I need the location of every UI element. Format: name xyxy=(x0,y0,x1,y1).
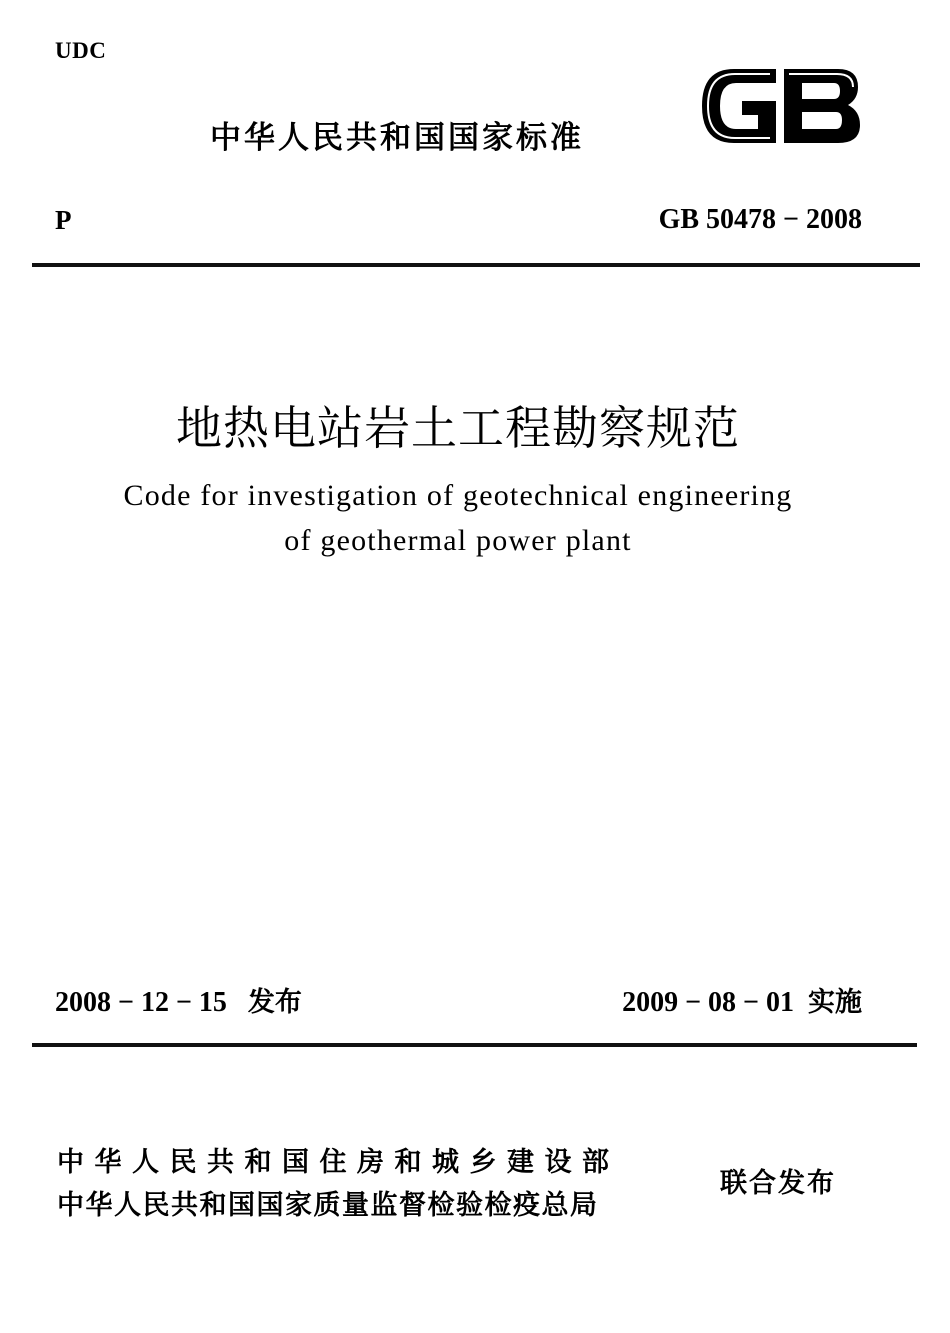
gb-logo xyxy=(698,63,863,149)
issue-date: 2008 − 12 − 15 xyxy=(55,987,227,1018)
issue-label: 发布 xyxy=(247,987,302,1018)
issue-date-block xyxy=(55,980,302,1019)
title-english-line1: Code for investigation of geotechnical engineering xyxy=(123,479,793,512)
standard-number: GB 50478 − 2008 xyxy=(658,204,862,235)
bottom-divider xyxy=(32,1043,917,1047)
effective-label: 实施 xyxy=(808,987,862,1018)
udc-label: UDC xyxy=(55,38,107,63)
effective-date: 2009 − 08 − 01 xyxy=(622,987,794,1018)
publisher-line2: 中华人民共和国国家质量监督检验检疫总局 xyxy=(57,1190,599,1221)
title-english-line2: of geothermal power plant xyxy=(284,524,632,557)
standard-type-heading: 中华人民共和国国家标准 xyxy=(210,120,584,156)
gb-logo-letter-g xyxy=(702,69,776,143)
joint-issue-label: 联合发布 xyxy=(720,1168,836,1199)
publisher-line1: 中华人民共和国住房和城乡建设部 xyxy=(57,1147,620,1178)
top-divider xyxy=(32,263,920,267)
category-code: P xyxy=(55,205,72,235)
gb-logo-letter-b xyxy=(784,69,860,143)
effective-date-block xyxy=(622,980,862,1019)
title-chinese: 地热电站岩土工程勘察规范 xyxy=(176,401,740,455)
